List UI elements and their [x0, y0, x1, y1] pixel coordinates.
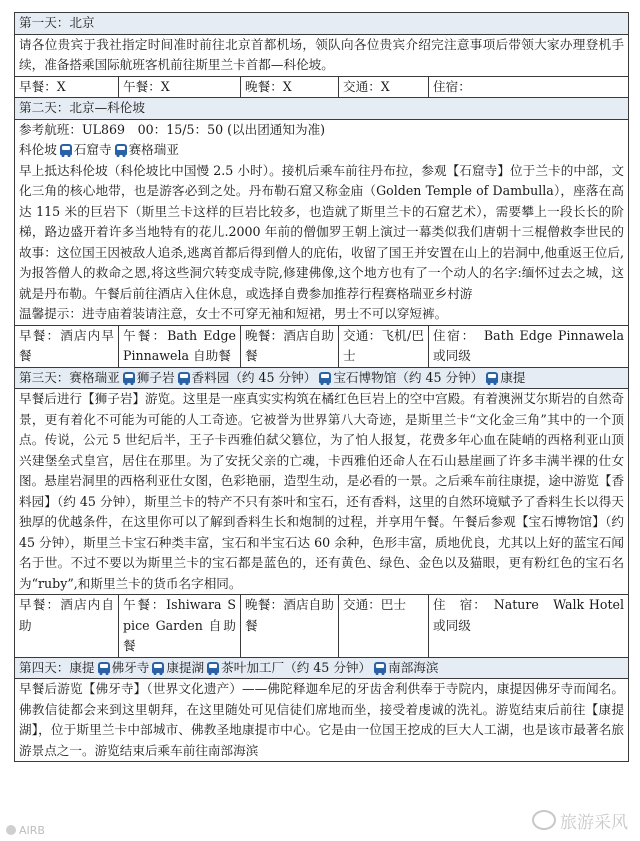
day4-title-part: 康提湖 — [166, 659, 205, 675]
bus-icon — [60, 144, 72, 155]
day1-dinner: 晚餐：X — [241, 76, 339, 98]
day4-description: 早餐后游览【佛牙寺】（世界文化遗产）——佛陀释迦牟尼的牙齿舍利供奉于寺院内，康提因佛牙寺而闻名。佛教信徒都会来到这里朝拜，在这里随处可见信徒们席地而坐，接受着虔诚的洗礼。游览结束后前往【康提湖】，位于斯里兰卡中部城市、佛教圣地康提市中心。它是由一位国王挖成的巨大人工湖，也是该市最著名旅游景点之一。游览结束后乘车前往南部海滨 — [15, 679, 629, 762]
day3-transport: 交通：巴士 — [339, 595, 429, 658]
day4-body-row — [15, 679, 629, 762]
day1-meals-row — [15, 76, 629, 98]
day1-transport: 交通：X — [339, 76, 429, 98]
day1-description: 请各位贵宾于我社指定时间准时前往北京首都机场，领队向各位贵宾介绍完注意事项后带领大家办理登机手续，准备搭乘国际航班客机前往斯里兰卡首都—科伦坡。 — [15, 34, 629, 76]
watermark-left-text: AIRB — [19, 824, 45, 837]
day2-body-row — [15, 119, 629, 325]
day3-dinner: 晚餐：酒店自助餐 — [241, 595, 339, 658]
day2-lunch: 午餐：Bath Edge Pinnawela 自助餐 — [119, 325, 241, 367]
bus-icon — [486, 372, 498, 383]
day3-hotel: 住 宿： Nature Walk Hotel 或同级 — [429, 595, 629, 658]
day2-route-stop: 科伦坡 — [19, 142, 57, 157]
day1-breakfast: 早餐：X — [15, 76, 119, 98]
day4-title-part: 茶叶加工厂（约 45 分钟） — [221, 659, 372, 675]
day2-title: 第二天：北京—科伦坡 — [15, 98, 629, 120]
bus-icon — [152, 662, 164, 673]
wechat-icon — [532, 810, 556, 830]
day2-transport: 交通：飞机/巴士 — [339, 325, 429, 367]
day1-lunch: 午餐：X — [119, 76, 241, 98]
watermark-right-text: 旅游采风 — [560, 813, 628, 833]
day2-content — [15, 119, 629, 325]
day4-title — [15, 657, 629, 679]
day4-title-part: 第四天：康提 — [19, 659, 95, 675]
day3-breakfast: 早餐：酒店内自助 — [15, 595, 119, 658]
watermark-left — [6, 824, 45, 837]
day1-body-row — [15, 34, 629, 76]
day3-title — [15, 367, 629, 389]
day3-title-part: 第三天：赛格瑞亚 — [19, 369, 120, 385]
day3-meals-row — [15, 595, 629, 658]
bus-icon — [178, 372, 190, 383]
day2-description: 早上抵达科伦坡（科伦坡比中国慢 2.5 小时）。接机后乘车前往丹布拉，参观【石窟寺】位于兰卡的中部，文化三角的核心地带，也是游客必到之处。丹布勒石窟又称金庙（Golden Temple of Dambulla），座落在高达 115 米的巨岩下（斯里兰卡这样的巨岩比较多，也造就了斯里兰卡的石窟艺术），需要攀上一段长长的阶梯，路边盛开着许多当地特有的花儿.2000 年前的僧伽罗王朝上演过一幕类似我们唐朝十三棍僧救李世民的故事：这位国王因被敌人追杀,逃离首都后得到僧人的庇佑，收留了国王并安置在山上的岩洞中,他重返王位后,为报答僧人的救命之恩,将这些洞穴转变成寺院,修建佛像,这个地方也有了一个动人的名字:缅怀过去之城，这就是丹布勒。午餐后前往酒店入住休息，或选择自费参加推荐行程赛格瑞亚乡村游 — [19, 162, 625, 301]
watermark-logo-icon — [6, 825, 16, 835]
day3-description: 早餐后进行【狮子岩】游览。这里是一座真实实构筑在橘红色巨岩上的空中宫殿。有着澳洲艾尔斯岩的自然奇景，更有着化不可能为可能的人工奇迹。它被誉为世界第八大奇迹，是斯里兰卡“文化金三角”其中的一个顶点。传说，公元 5 世纪后半，王子卡西雅伯弑父篡位，为了怕人报复，花费多年心血在陡峭的西格利亚山顶兴建堡垒式皇宫，居住在那里。为了安抚父亲的亡魂，卡西雅伯还命人在石山悬崖画了许多丰满半裸的仕女图。悬崖岩洞里的西格利亚仕女图，色彩艳丽，造型生动，是必看的一景。之后乘车前往康提，途中游览【香料园】（约 45 分钟），斯里兰卡的特产不只有茶叶和宝石，还有香料，这里的自然环境赋予了香料生长以得天独厚的优越条件，在这里你可以了解到香料生长和炮制的过程，并享用午餐。午餐后参观【宝石博物馆】（约 45 分钟），斯里兰卡宝石种类丰富，宝石和半宝石达 60 余种，色形丰富，质地优良，尤其以上好的蓝宝石闻名于世。不过不要以为斯里兰卡的宝石都是蓝色的，还有黄色、绿色、金色以及猫眼，更有粉红色的宝石名为“ruby”,和斯里兰卡的货币名字相同。 — [15, 389, 629, 595]
day2-flight: 参考航班：UL869 00：15/5：50 (以出团通知为准) — [19, 121, 326, 137]
bus-icon — [374, 662, 386, 673]
day2-route-stop: 赛格瑞亚 — [128, 142, 179, 157]
bus-icon — [98, 662, 110, 673]
day2-breakfast: 早餐：酒店内早餐 — [15, 325, 119, 367]
day3-title-part: 宝石博物馆（约 45 分钟） — [333, 369, 484, 385]
day3-header-row — [15, 367, 629, 389]
day2-route-stop: 石窟寺 — [73, 142, 112, 157]
day2-route — [19, 140, 624, 161]
bus-icon — [207, 662, 219, 673]
day2-dinner: 晚餐：酒店自助餐 — [241, 325, 339, 367]
day2-hotel: 住宿： Bath Edge Pinnawela 或同级 — [429, 325, 629, 367]
watermark-right — [532, 808, 628, 833]
day4-title-part: 佛牙寺 — [111, 659, 150, 675]
day3-title-part: 狮子岩 — [136, 369, 175, 385]
day2-meals-row — [15, 325, 629, 367]
day2-tip: 温馨提示：进寺庙着装请注意，女士不可穿无袖和短裙，男士不可以穿短裤。 — [19, 306, 448, 321]
day4-header-row — [15, 657, 629, 679]
day3-body-row — [15, 389, 629, 595]
day3-lunch: 午餐：Ishiwara Spice Garden 自助餐 — [119, 595, 241, 658]
day1-title: 第一天：北京 — [15, 13, 629, 35]
bus-icon — [123, 372, 135, 383]
day1-header-row — [15, 13, 629, 35]
bus-icon — [115, 144, 127, 155]
itinerary-table — [14, 12, 637, 762]
day1-hotel: 住宿： — [429, 76, 629, 98]
bus-icon — [319, 372, 331, 383]
day3-title-part: 康提 — [500, 369, 526, 385]
day2-header-row — [15, 98, 629, 120]
day3-title-part: 香料园（约 45 分钟） — [191, 369, 317, 385]
day4-title-part: 南部海滨 — [388, 659, 439, 675]
